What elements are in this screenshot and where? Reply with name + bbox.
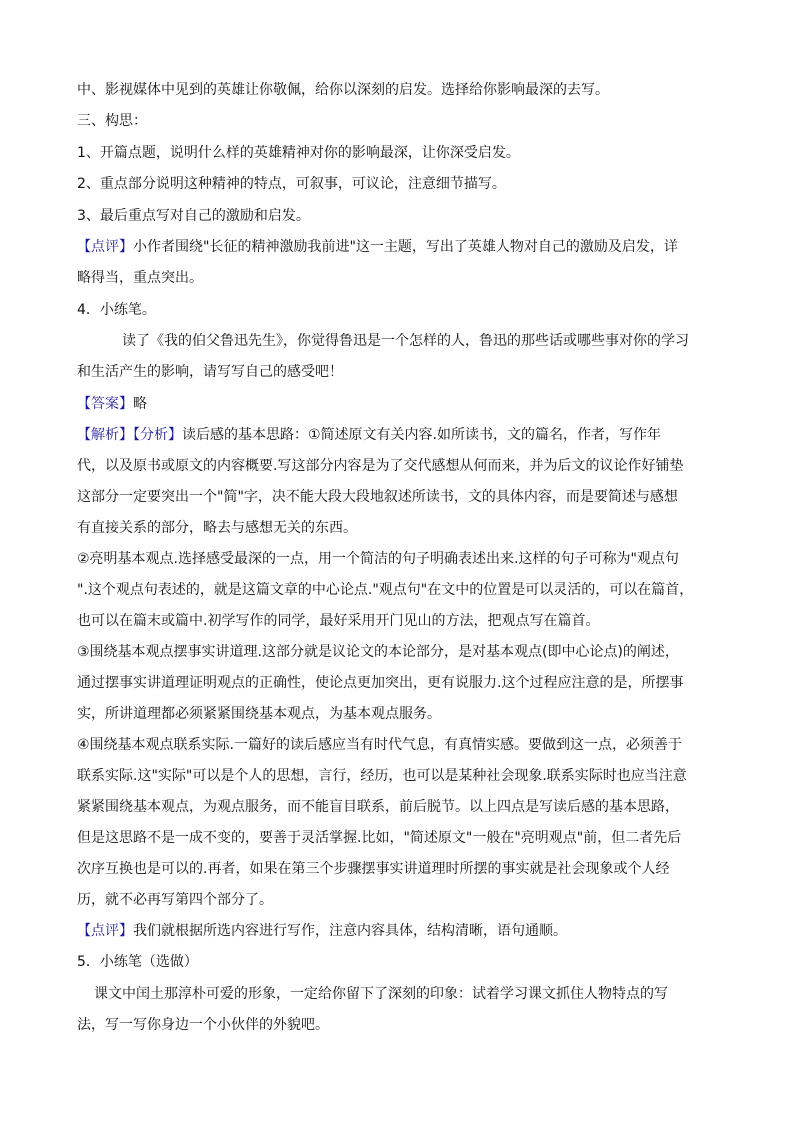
text-line: 紧紧围绕基本观点，为观点服务，而不能盲目联系，前后脱节。以上四点是写读后感的基本思路， <box>77 799 679 815</box>
section-heading-practice: 4．小练笔。 <box>77 302 156 318</box>
text-line: 3、最后重点写对自己的激励和启发。 <box>77 208 310 224</box>
section-heading-practice-optional: 5．小练笔（选做） <box>77 954 198 970</box>
answer-line <box>77 394 147 414</box>
text-line: 联系实际.这"实际"可以是个人的思想，言行，经历，也可以是某种社会现象.联系实际时也应当注意 <box>77 768 687 784</box>
analysis-text: 读后感的基本思路：①简述原文有关内容.如所读书，文的篇名，作者，写作年 <box>182 427 661 443</box>
text-line: ②亮明基本观点.选择感受最深的一点，用一个简洁的句子明确表述出来.这样的句子可称为"观点句 <box>77 551 679 567</box>
text-line: 略得当，重点突出。 <box>77 270 203 286</box>
text-line: 和生活产生的影响，请写写自己的感受吧！ <box>77 364 343 380</box>
text-line: 课文中闰土那淳朴可爱的形象，一定给你留下了深刻的印象：试着学习课文抓住人物特点的写 <box>94 986 668 1002</box>
answer-tag: 【答案】 <box>77 396 133 412</box>
text-line: 实，所讲道理都必须紧紧围绕基本观点，为基本观点服务。 <box>77 706 441 722</box>
review-paragraph <box>77 921 567 941</box>
text-line: 但是这思路不是一成不变的，要善于灵活掌握.比如，"简述原文"一般在"亮明观点"前，但二者先后 <box>77 830 682 846</box>
text-line: ④围绕基本观点联系实际.一篇好的读后感应当有时代气息，有真情实感。要做到这一点，必须善于 <box>77 737 682 753</box>
text-line: ".这个观点句表述的，就是这篇文章的中心论点."观点句"在文中的位置是可以灵活的，可以在篇首， <box>77 582 694 598</box>
review-paragraph <box>77 237 678 257</box>
text-line: 这部分一定要突出一个"简"字，决不能大段大段地叙述所读书，文的具体内容，而是要简述与感想 <box>77 489 678 505</box>
text-line: 有直接关系的部分，略去与感想无关的东西。 <box>77 520 357 536</box>
text-line: 读了《我的伯父鲁迅先生》，你觉得鲁迅是一个怎样的人，鲁迅的那些话或哪些事对你的学习 <box>122 333 689 349</box>
text-line: 2、重点部分说明这种精神的特点，可叙事，可议论，注意细节描写。 <box>77 176 506 192</box>
section-heading-structure: 三、构思： <box>77 113 147 129</box>
text-line: 代，以及原书或原文的内容概要.写这部分内容是为了交代感想从何而来，并为后文的议论作好铺垫 <box>77 458 684 474</box>
review-tag: 【点评】 <box>77 239 133 255</box>
text-line: 中、影视媒体中见到的英雄让你敬佩，给你以深刻的启发。选择给你影响最深的去写。 <box>77 82 609 98</box>
review-text: 我们就根据所选内容进行写作，注意内容具体，结构清晰，语句通顺。 <box>133 923 567 939</box>
text-line: 历，就不必再写第四个部分了。 <box>77 892 273 908</box>
analysis-line <box>77 425 661 445</box>
analysis-tag: 【解析】【分析】 <box>77 427 182 443</box>
text-line: 通过摆事实讲道理证明观点的正确性，使论点更加突出，更有说服力.这个过程应注意的是，所摆事 <box>77 675 684 691</box>
text-line: 次序互换也是可以的.再者，如果在第三个步骤摆事实讲道理时所摆的事实就是社会现象或个人经 <box>77 861 670 877</box>
review-tag: 【点评】 <box>77 923 133 939</box>
text-line: 1、开篇点题，说明什么样的英雄精神对你的影响最深，让你深受启发。 <box>77 145 520 161</box>
answer-text: 略 <box>133 396 147 412</box>
text-line: 法，写一写你身边一个小伙伴的外貌吧。 <box>77 1017 329 1033</box>
text-line: 也可以在篇末或篇中.初学写作的同学，最好采用开门见山的方法，把观点写在篇首。 <box>77 613 600 629</box>
text-line: ③围绕基本观点摆事实讲道理.这部分就是议论文的本论部分，是对基本观点(即中心论点)的阐述， <box>77 644 679 660</box>
review-text: 小作者围绕"长征的精神激励我前进"这一主题，写出了英雄人物对自己的激励及启发，详 <box>133 239 678 255</box>
